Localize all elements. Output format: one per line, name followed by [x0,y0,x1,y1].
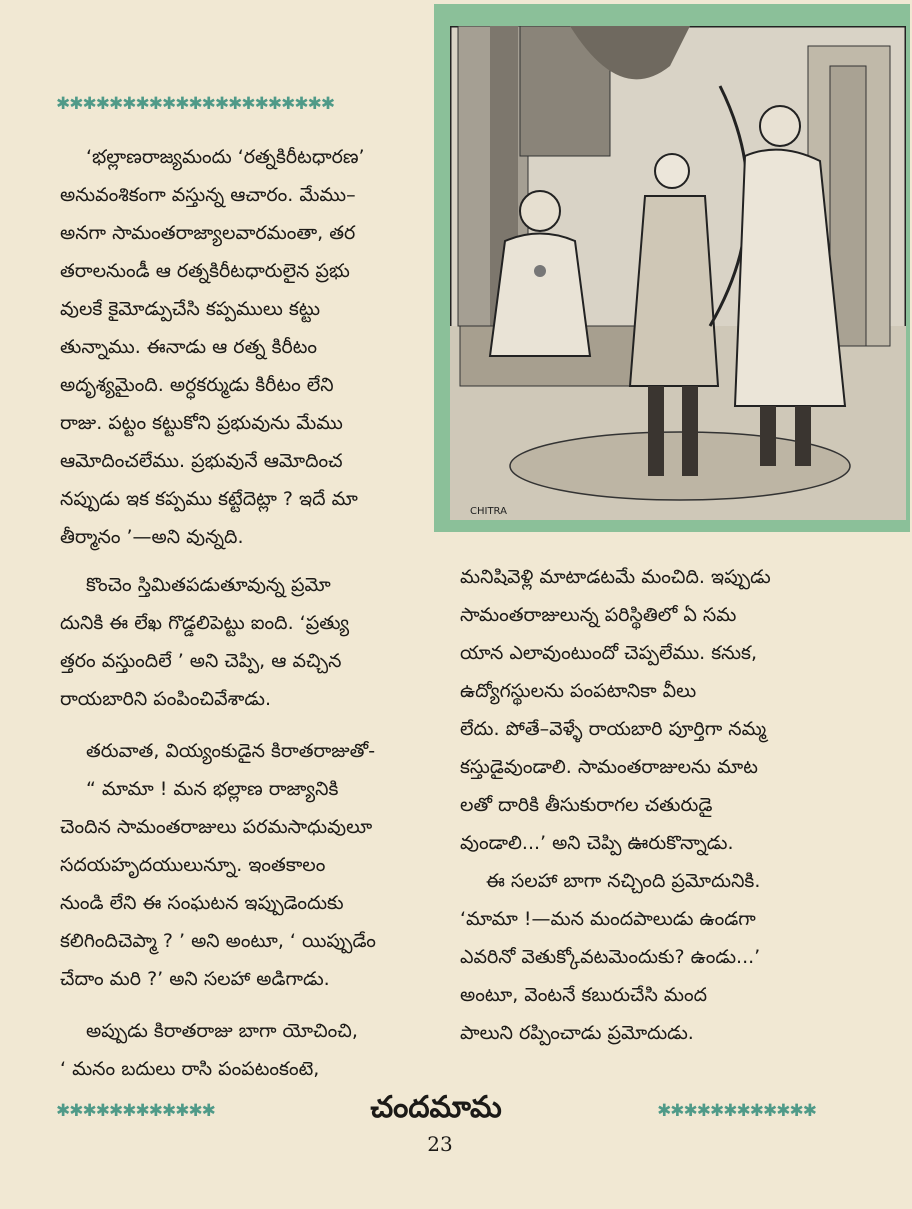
text-line: చెందిన సామంతరాజులు పరమసాధువులూ [60,816,373,838]
text-line: అదృశ్యమైంది. అర్ధకర్ముడు కిరీటం లేని [60,374,334,396]
text-line: తరాలనుండీ ఆ రత్నకిరీటధారులైన ప్రభు [60,260,350,282]
text-line: త్తరం వస్తుందిలే ’ అని చెప్పి, ఆ వచ్చిన [60,650,342,672]
decorative-border-top: ✱✱✱✱✱✱✱✱✱✱✱✱✱✱✱✱✱✱✱✱✱ [56,94,335,112]
text-line: అంటూ, వెంటనే కబురుచేసి మంద [460,984,708,1006]
text-line: ఉద్యోగస్థులను పంపటానికా వీలు [460,680,697,702]
text-line: యాన ఎలావుంటుందో చెప్పలేము. కనుక, [460,642,758,664]
text-line: సదయహృదయులున్నూ. ఇంతకాలం [60,854,326,876]
story-illustration [434,4,910,532]
text-line: మనిషివెళ్లి మాటాడటమే మంచిది. ఇప్పుడు [460,566,771,588]
text-line: పాలుని రప్పించాడు ప్రమోదుడు. [460,1022,694,1044]
text-line: కొంచెం స్తిమితపడుతూవున్న ప్రమో [86,574,331,596]
decorative-border-right: ✱✱✱✱✱✱✱✱✱✱✱✱ [657,1101,816,1121]
text-line: ‘భల్లాణరాజ్యమందు ‘రత్నకిరీటధారణ’ [86,146,365,168]
left-column-top [60,138,425,556]
text-line: వుండాలి...’ అని చెప్పి ఊరుకొన్నాడు. [460,832,734,854]
text-line: తరువాత, వియ్యంకుడైన కిరాతరాజుతో- [86,740,376,762]
left-column-bottom [60,566,425,1088]
text-line: తీర్మానం ’—అని వున్నది. [60,526,244,548]
text-line: లేదు. పోతే–వెళ్ళే రాయబారి పూర్తిగా నమ్మ [460,718,767,740]
text-line: ‘ మనం బదులు రాసి పంపటంకంటె, [60,1058,320,1080]
text-line: ఈ సలహా బాగా నచ్చింది ప్రమోదునికి. [486,870,761,892]
text-line: కస్తుడైవుండాలి. సామంతరాజులను మాట [460,756,758,778]
magazine-title: చందమామ [370,1090,502,1125]
right-column [460,558,832,1052]
artist-signature: CHITRA [470,506,507,517]
text-line: అనువంశికంగా వస్తున్న ఆచారం. మేము– [60,184,356,206]
text-line: ఎవరినో వెతుక్కోవటమెందుకు? ఉండు...’ [460,946,761,968]
text-line: కలిగిందిచెప్మా ? ’ అని అంటూ, ‘ యిప్పుడేం [60,930,376,952]
text-line: అనగా సామంతరాజ్యాలవారమంతా, తర [60,222,356,244]
decorative-border-left: ✱✱✱✱✱✱✱✱✱✱✱✱ [56,1101,215,1121]
text-line: వులకే కైమోడ్పుచేసి కప్పములు కట్టు [60,298,321,320]
text-line: రాజు. పట్టం కట్టుకోని ప్రభువును మేము [60,412,343,434]
text-line: ‘మామా !—మన మందపాలుడు ఉండగా [460,908,756,930]
text-line: తున్నాము. ఈనాడు ఆ రత్న కిరీటం [60,336,318,358]
text-line: చేదాం మరి ?’ అని సలహా అడిగాడు. [60,968,330,990]
text-line: “ మామా ! మన భల్లాణ రాజ్యానికి [86,778,339,800]
text-line: దునికి ఈ లేఖ గొడ్డలిపెట్టు ఐంది. ‘ప్రత్యు [60,612,350,634]
text-line: సామంతరాజులున్న పరిస్థితిలో ఏ సమ [460,604,737,626]
text-line: రాయబారిని పంపించివేశాడు. [60,688,272,710]
text-line: లతో దారికి తీసుకురాగల చతురుడై [460,794,713,816]
page-footer [56,1091,816,1131]
text-line: నప్పుడు ఇక కప్పము కట్టేదెట్లా ? ఇదే మా [60,488,358,510]
text-line: అప్పుడు కిరాతరాజు బాగా యోచించి, [86,1020,358,1042]
illustration-artwork [450,26,906,520]
text-line: ఆమోదించలేము. ప్రభువునే ఆమోదించ [60,450,343,472]
text-line: నుండి లేని ఈ సంఘటన ఇప్పుడెందుకు [60,892,344,914]
page-number: 23 [427,1132,453,1156]
